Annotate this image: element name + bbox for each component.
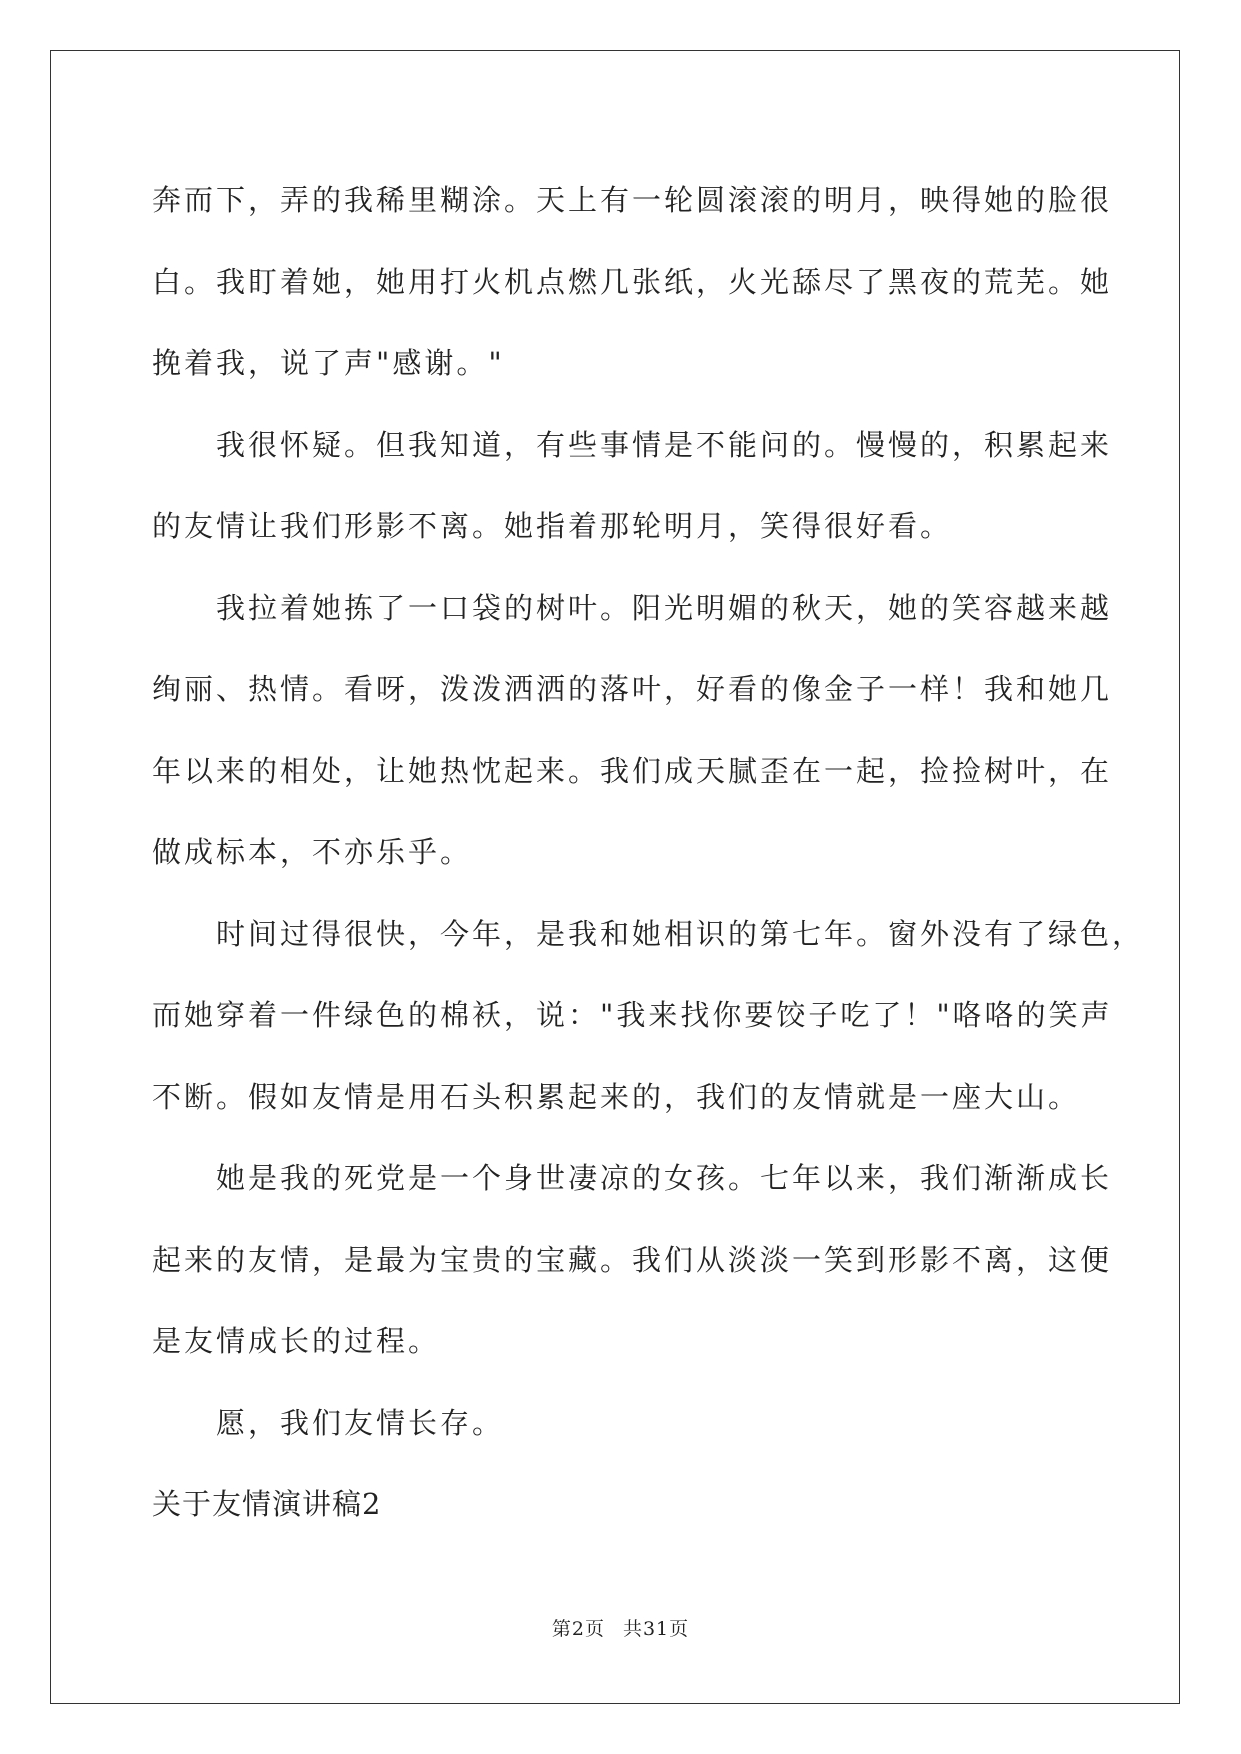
paragraph-start-line: 时间过得很快，今年，是我和她相识的第七年。窗外没有了绿色， <box>216 916 1145 951</box>
text-line: 不断。假如友情是用石头积累起来的，我们的友情就是一座大山。 <box>152 1079 1081 1114</box>
text-line: 是友情成长的过程。 <box>152 1324 441 1358</box>
paragraph-start-line: 我很怀疑。但我知道，有些事情是不能问的。慢慢的，积累起来 <box>216 427 1113 462</box>
page-footer <box>0 1614 1241 1641</box>
page-total: 共31页 <box>622 1618 690 1640</box>
page-number: 第2页 <box>551 1618 605 1640</box>
text-line: 白。我盯着她，她用打火机点燃几张纸，火光舔尽了黑夜的荒芜。她 <box>152 264 1113 299</box>
paragraph-start-line: 愿，我们友情长存。 <box>216 1405 505 1440</box>
text-line: 挽着我，说了声"感谢。" <box>152 346 505 380</box>
text-line: 做成标本，不亦乐乎。 <box>152 835 473 869</box>
paragraph-start-line: 她是我的死党是一个身世凄凉的女孩。七年以来，我们渐渐成长 <box>216 1161 1113 1195</box>
section-heading: 关于友情演讲稿2 <box>152 1487 382 1521</box>
text-line: 的友情让我们形影不离。她指着那轮明月，笑得很好看。 <box>152 509 953 543</box>
text-line: 绚丽、热情。看呀，泼泼洒洒的落叶，好看的像金子一样！我和她几 <box>152 672 1113 706</box>
text-line: 年以来的相处，让她热忱起来。我们成天腻歪在一起，捡捡树叶，在 <box>152 753 1113 788</box>
text-line: 起来的友情，是最为宝贵的宝藏。我们从淡淡一笑到形影不离，这便 <box>152 1242 1113 1277</box>
document-body <box>152 160 1145 1546</box>
text-line: 奔而下，弄的我稀里糊涂。天上有一轮圆滚滚的明月，映得她的脸很 <box>152 183 1113 217</box>
text-line: 而她穿着一件绿色的棉袄，说："我来找你要饺子吃了！"咯咯的笑声 <box>152 998 1113 1032</box>
paragraph-start-line: 我拉着她拣了一口袋的树叶。阳光明媚的秋天，她的笑容越来越 <box>216 590 1113 625</box>
